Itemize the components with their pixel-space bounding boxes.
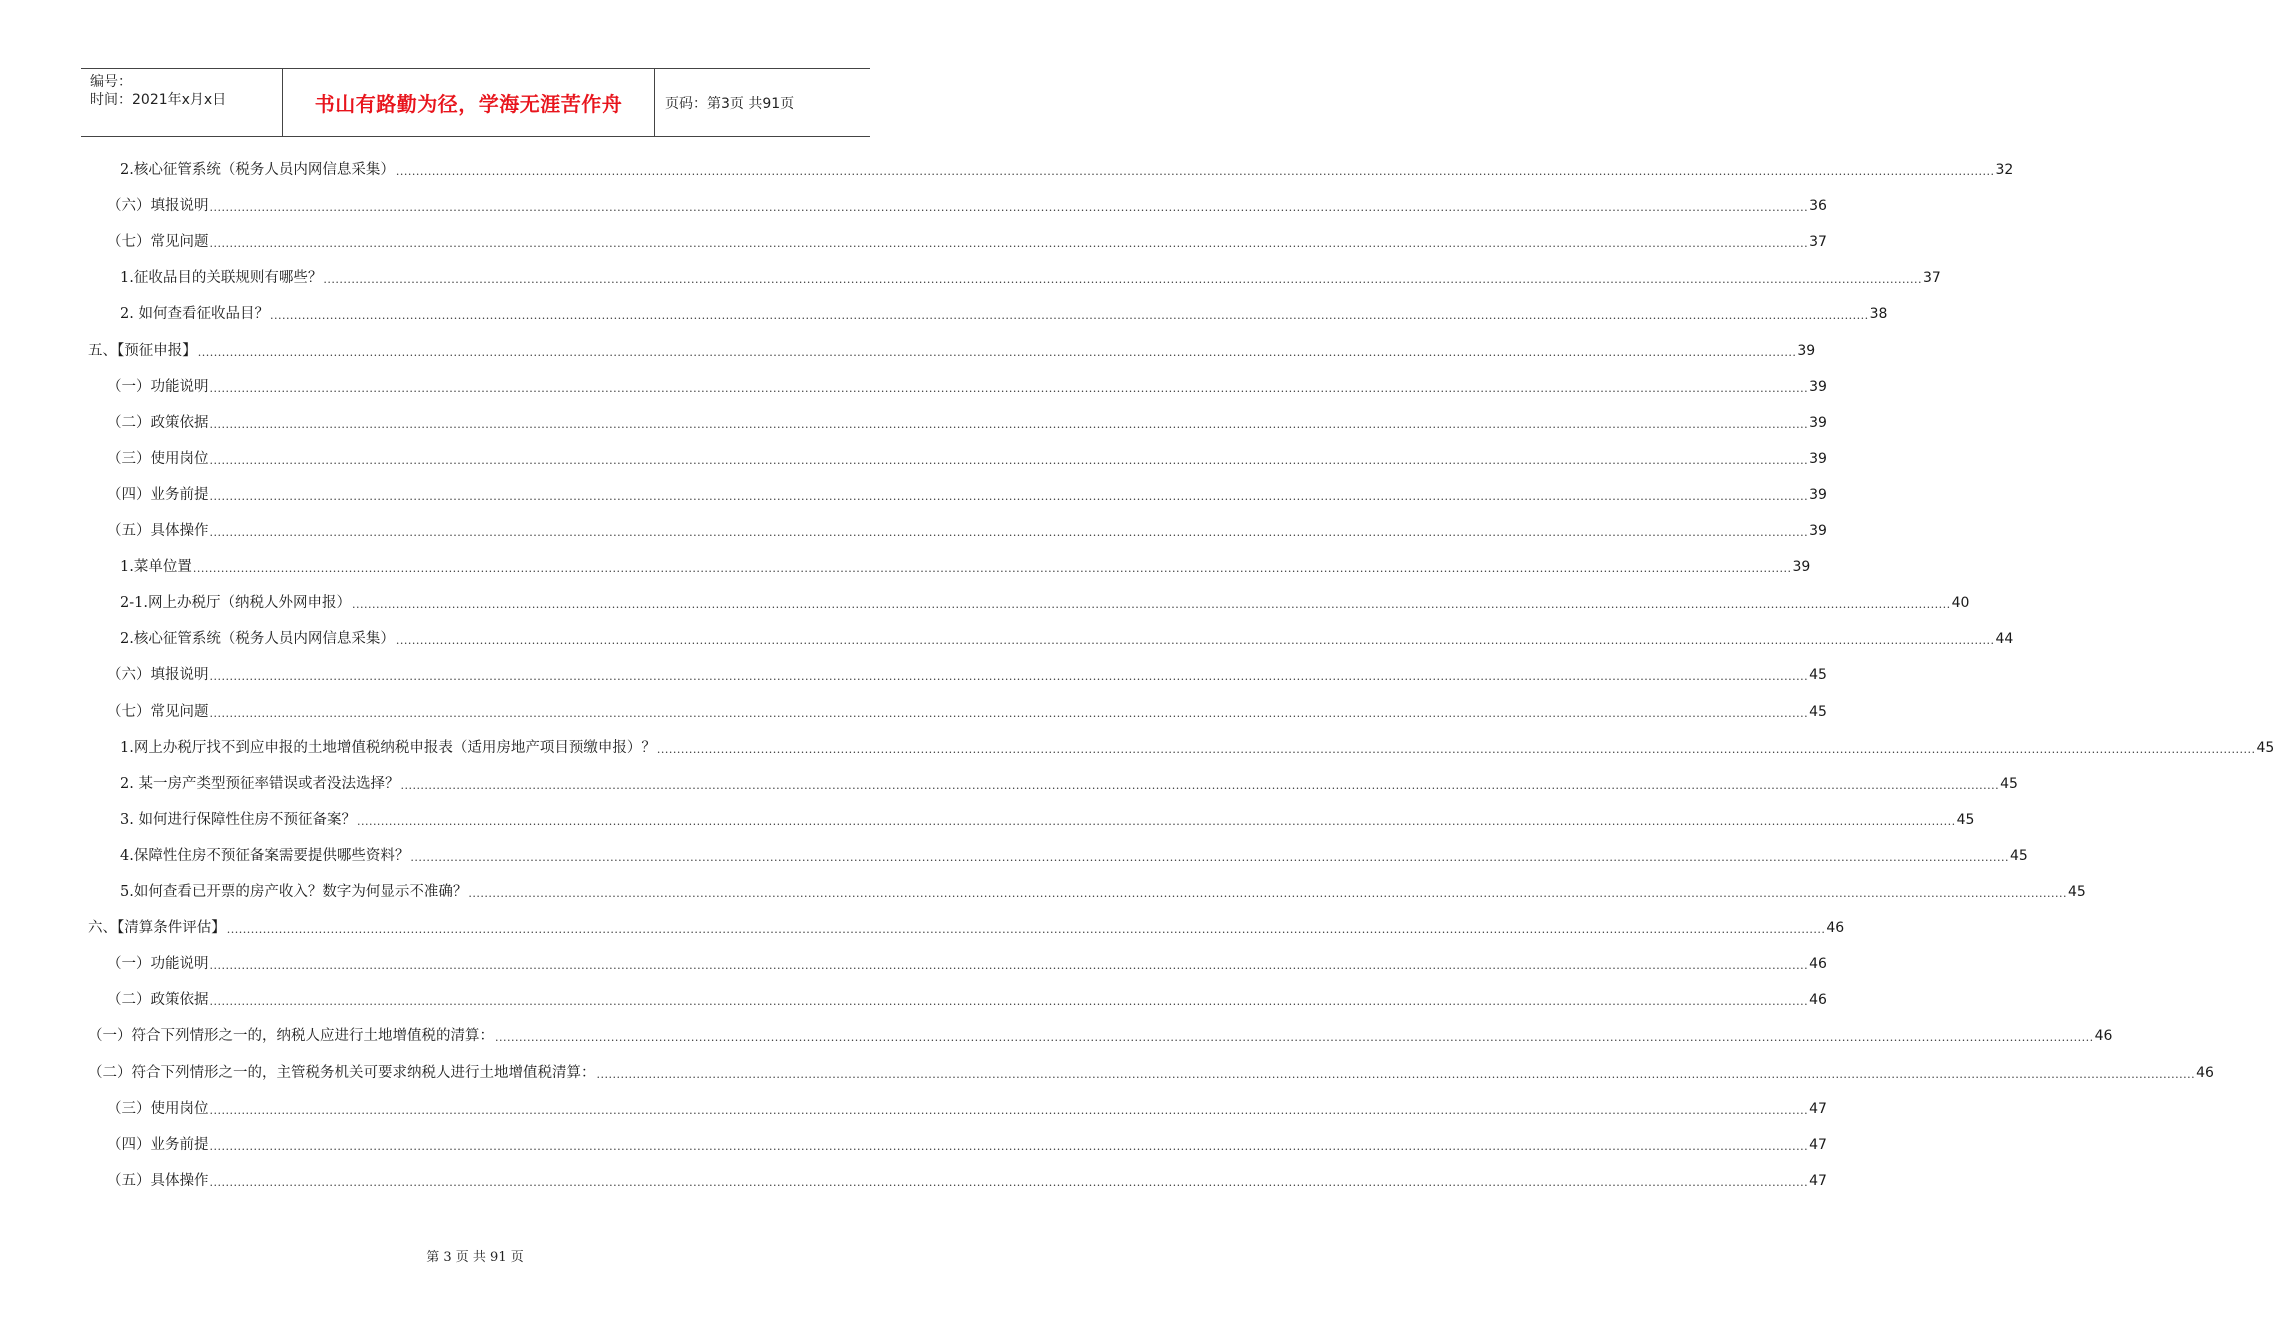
toc-entry-title: （七）常见问题	[107, 703, 209, 720]
toc-entry-title: （一）功能说明	[107, 378, 209, 395]
toc-dot-leader: ................................................................................................................................................................................................................................................................................................................................................................................................................	[656, 742, 2256, 756]
toc-entry-title: 3. 如何进行保障性住房不预征备案？	[120, 811, 356, 828]
toc-entry[interactable]	[107, 485, 1827, 505]
toc-dot-leader: ................................................................................................................................................................................................................................................................................................................................................................................................................	[209, 489, 1809, 503]
toc-entry[interactable]	[120, 810, 1975, 830]
toc-entry[interactable]	[107, 702, 1827, 722]
toc-entry-page: 45	[2067, 884, 2086, 900]
toc-entry-title: 1.菜单位置	[120, 559, 192, 576]
header-page-code: 页码：第3页 共91页	[665, 95, 795, 112]
motto-text: 书山有路勤为径，学海无涯苦作舟	[314, 92, 623, 116]
toc-entry[interactable]	[107, 413, 1827, 433]
toc-entry-title: 1.征收品目的关联规则有哪些？	[120, 270, 323, 287]
toc-entry-title: （七）常见问题	[107, 234, 209, 251]
toc-entry-title: 5.如何查看已开票的房产收入？数字为何显示不准确？	[120, 884, 468, 900]
toc-entry-page: 39	[1809, 378, 1827, 395]
toc-entry[interactable]	[107, 990, 1827, 1010]
toc-entry-title: 六、【清算条件评估】	[88, 920, 226, 937]
toc-dot-leader: ................................................................................................................................................................................................................................................................................................................................................................................................................	[226, 923, 1826, 937]
toc-entry[interactable]	[107, 954, 1827, 974]
toc-entry-title: （二）政策依据	[107, 992, 209, 1009]
toc-entry[interactable]	[107, 1099, 1827, 1119]
toc-entry[interactable]	[120, 774, 2018, 794]
toc-entry-page: 45	[1809, 703, 1827, 720]
toc-dot-leader: ................................................................................................................................................................................................................................................................................................................................................................................................................	[209, 526, 1809, 539]
toc-entry[interactable]	[107, 1135, 1827, 1155]
toc-entry[interactable]	[107, 521, 1827, 541]
toc-entry-title: （一）符合下列情形之一的，纳税人应进行土地增值税的清算：	[88, 1028, 494, 1045]
toc-entry-title: （五）具体操作	[107, 1172, 209, 1189]
toc-entry-page: 45	[2000, 775, 2018, 792]
toc-dot-leader: ................................................................................................................................................................................................................................................................................................................................................................................................................	[209, 706, 1809, 720]
document-code-label: 编号：	[90, 74, 132, 90]
toc-dot-leader: ................................................................................................................................................................................................................................................................................................................................................................................................................	[197, 345, 1797, 359]
toc-entry-page: 47	[1809, 1136, 1827, 1153]
toc-entry-page: 44	[1995, 631, 2014, 648]
toc-entry-title: 2. 如何查看征收品目？	[120, 306, 269, 323]
toc-entry[interactable]	[107, 449, 1827, 469]
toc-dot-leader: ................................................................................................................................................................................................................................................................................................................................................................................................................	[209, 1103, 1809, 1117]
toc-entry-page: 39	[1797, 342, 1816, 359]
toc-dot-leader: ................................................................................................................................................................................................................................................................................................................................................................................................................	[395, 634, 1995, 648]
toc-entry-page: 45	[2009, 847, 2028, 864]
toc-entry[interactable]	[120, 268, 1941, 288]
toc-entry-page: 39	[1809, 486, 1827, 503]
toc-dot-leader: ................................................................................................................................................................................................................................................................................................................................................................................................................	[209, 995, 1809, 1009]
toc-entry[interactable]	[88, 918, 1845, 938]
toc-entry-title: （二）符合下列情形之一的，主管税务机关可要求纳税人进行土地增值税清算：	[88, 1064, 596, 1081]
toc-entry-page: 40	[1951, 595, 1970, 612]
toc-entry-title: 1.网上办税厅找不到应申报的土地增值税纳税申报表（适用房地产项目预缴申报）？	[120, 739, 656, 756]
toc-entry-page: 45	[1956, 811, 1975, 828]
toc-entry-page: 46	[1809, 956, 1827, 973]
toc-entry[interactable]	[120, 557, 1811, 577]
toc-entry[interactable]	[120, 160, 2014, 180]
toc-entry-page: 39	[1809, 414, 1827, 431]
toc-entry-page: 38	[1869, 306, 1888, 323]
toc-dot-leader: ................................................................................................................................................................................................................................................................................................................................................................................................................	[596, 1067, 2196, 1081]
toc-entry-page: 45	[1809, 667, 1827, 684]
toc-entry-page: 39	[1809, 523, 1827, 539]
document-date: 时间：2021年x月x日	[90, 92, 227, 108]
toc-entry-title: （二）政策依据	[107, 414, 209, 431]
toc-dot-leader: ................................................................................................................................................................................................................................................................................................................................................................................................................	[395, 165, 1995, 178]
toc-entry-title: （一）功能说明	[107, 956, 209, 973]
page-footer: 第 3 页 共 91 页	[426, 1250, 524, 1265]
toc-entry-page: 46	[1826, 920, 1845, 937]
toc-dot-leader: ................................................................................................................................................................................................................................................................................................................................................................................................................	[209, 453, 1809, 467]
toc-entry[interactable]	[88, 1063, 2214, 1083]
toc-entry-page: 46	[2196, 1064, 2214, 1081]
toc-entry[interactable]	[88, 341, 1816, 361]
toc-entry[interactable]	[88, 1026, 2113, 1046]
toc-entry-title: （三）使用岗位	[107, 450, 209, 467]
toc-entry[interactable]	[120, 882, 2086, 902]
toc-dot-leader: ................................................................................................................................................................................................................................................................................................................................................................................................................	[323, 273, 1922, 287]
toc-entry-title: （六）填报说明	[107, 198, 209, 215]
toc-entry-title: 2.核心征管系统（税务人员内网信息采集）	[120, 631, 395, 648]
toc-dot-leader: ................................................................................................................................................................................................................................................................................................................................................................................................................	[209, 237, 1809, 251]
toc-dot-leader: ................................................................................................................................................................................................................................................................................................................................................................................................................	[209, 381, 1809, 395]
toc-entry[interactable]	[120, 629, 2014, 649]
toc-entry-title: 2-1.网上办税厅（纳税人外网申报）	[120, 595, 351, 612]
toc-entry-title: （三）使用岗位	[107, 1100, 209, 1117]
toc-entry[interactable]	[107, 196, 1827, 216]
toc-entry-title: 4.保障性住房不预征备案需要提供哪些资料？	[120, 847, 410, 864]
toc-entry-page: 46	[1809, 992, 1827, 1009]
toc-entry[interactable]	[107, 1171, 1827, 1191]
toc-entry-page: 36	[1809, 198, 1827, 215]
toc-entry-title: （五）具体操作	[107, 523, 209, 539]
toc-dot-leader: ................................................................................................................................................................................................................................................................................................................................................................................................................	[209, 670, 1809, 684]
toc-dot-leader: ................................................................................................................................................................................................................................................................................................................................................................................................................	[351, 598, 1951, 612]
toc-dot-leader: ................................................................................................................................................................................................................................................................................................................................................................................................................	[209, 201, 1809, 215]
toc-dot-leader: ................................................................................................................................................................................................................................................................................................................................................................................................................	[269, 309, 1869, 323]
toc-entry-page: 37	[1922, 270, 1941, 287]
toc-entry-page: 47	[1809, 1172, 1827, 1189]
toc-dot-leader: ................................................................................................................................................................................................................................................................................................................................................................................................................	[209, 417, 1809, 431]
toc-dot-leader: ................................................................................................................................................................................................................................................................................................................................................................................................................	[468, 887, 2067, 900]
toc-dot-leader: ................................................................................................................................................................................................................................................................................................................................................................................................................	[209, 959, 1809, 973]
toc-dot-leader: ................................................................................................................................................................................................................................................................................................................................................................................................................	[410, 850, 2009, 864]
toc-entry-title: 五、【预征申报】	[88, 342, 197, 359]
toc-dot-leader: ................................................................................................................................................................................................................................................................................................................................................................................................................	[356, 814, 1956, 828]
toc-entry[interactable]	[107, 377, 1827, 397]
toc-entry-page: 39	[1809, 450, 1827, 467]
toc-entry-page: 37	[1809, 234, 1827, 251]
toc-dot-leader: ................................................................................................................................................................................................................................................................................................................................................................................................................	[209, 1175, 1809, 1189]
toc-entry-title: （六）填报说明	[107, 667, 209, 684]
toc-dot-leader: ................................................................................................................................................................................................................................................................................................................................................................................................................	[400, 778, 2000, 792]
toc-entry-page: 47	[1809, 1100, 1827, 1117]
toc-entry-title: 2. 某一房产类型预征率错误或者没法选择？	[120, 775, 400, 792]
toc-entry[interactable]	[120, 304, 1888, 324]
toc-entry[interactable]	[120, 593, 1970, 613]
toc-entry[interactable]	[107, 232, 1827, 252]
toc-entry-page: 32	[1995, 162, 2014, 178]
toc-entry-title: （四）业务前提	[107, 486, 209, 503]
toc-entry-title: （四）业务前提	[107, 1136, 209, 1153]
toc-entry[interactable]	[120, 738, 2274, 758]
toc-dot-leader: ................................................................................................................................................................................................................................................................................................................................................................................................................	[495, 1031, 2094, 1045]
toc-entry-page: 39	[1792, 559, 1811, 576]
toc-entry[interactable]	[107, 665, 1827, 685]
toc-entry-page: 45	[2256, 739, 2274, 756]
toc-entry[interactable]	[120, 846, 2028, 866]
toc-dot-leader: ................................................................................................................................................................................................................................................................................................................................................................................................................	[209, 1139, 1809, 1153]
toc-dot-leader: ................................................................................................................................................................................................................................................................................................................................................................................................................	[192, 562, 1792, 576]
toc-entry-page: 46	[2094, 1028, 2113, 1045]
toc-entry-title: 2.核心征管系统（税务人员内网信息采集）	[120, 162, 395, 178]
